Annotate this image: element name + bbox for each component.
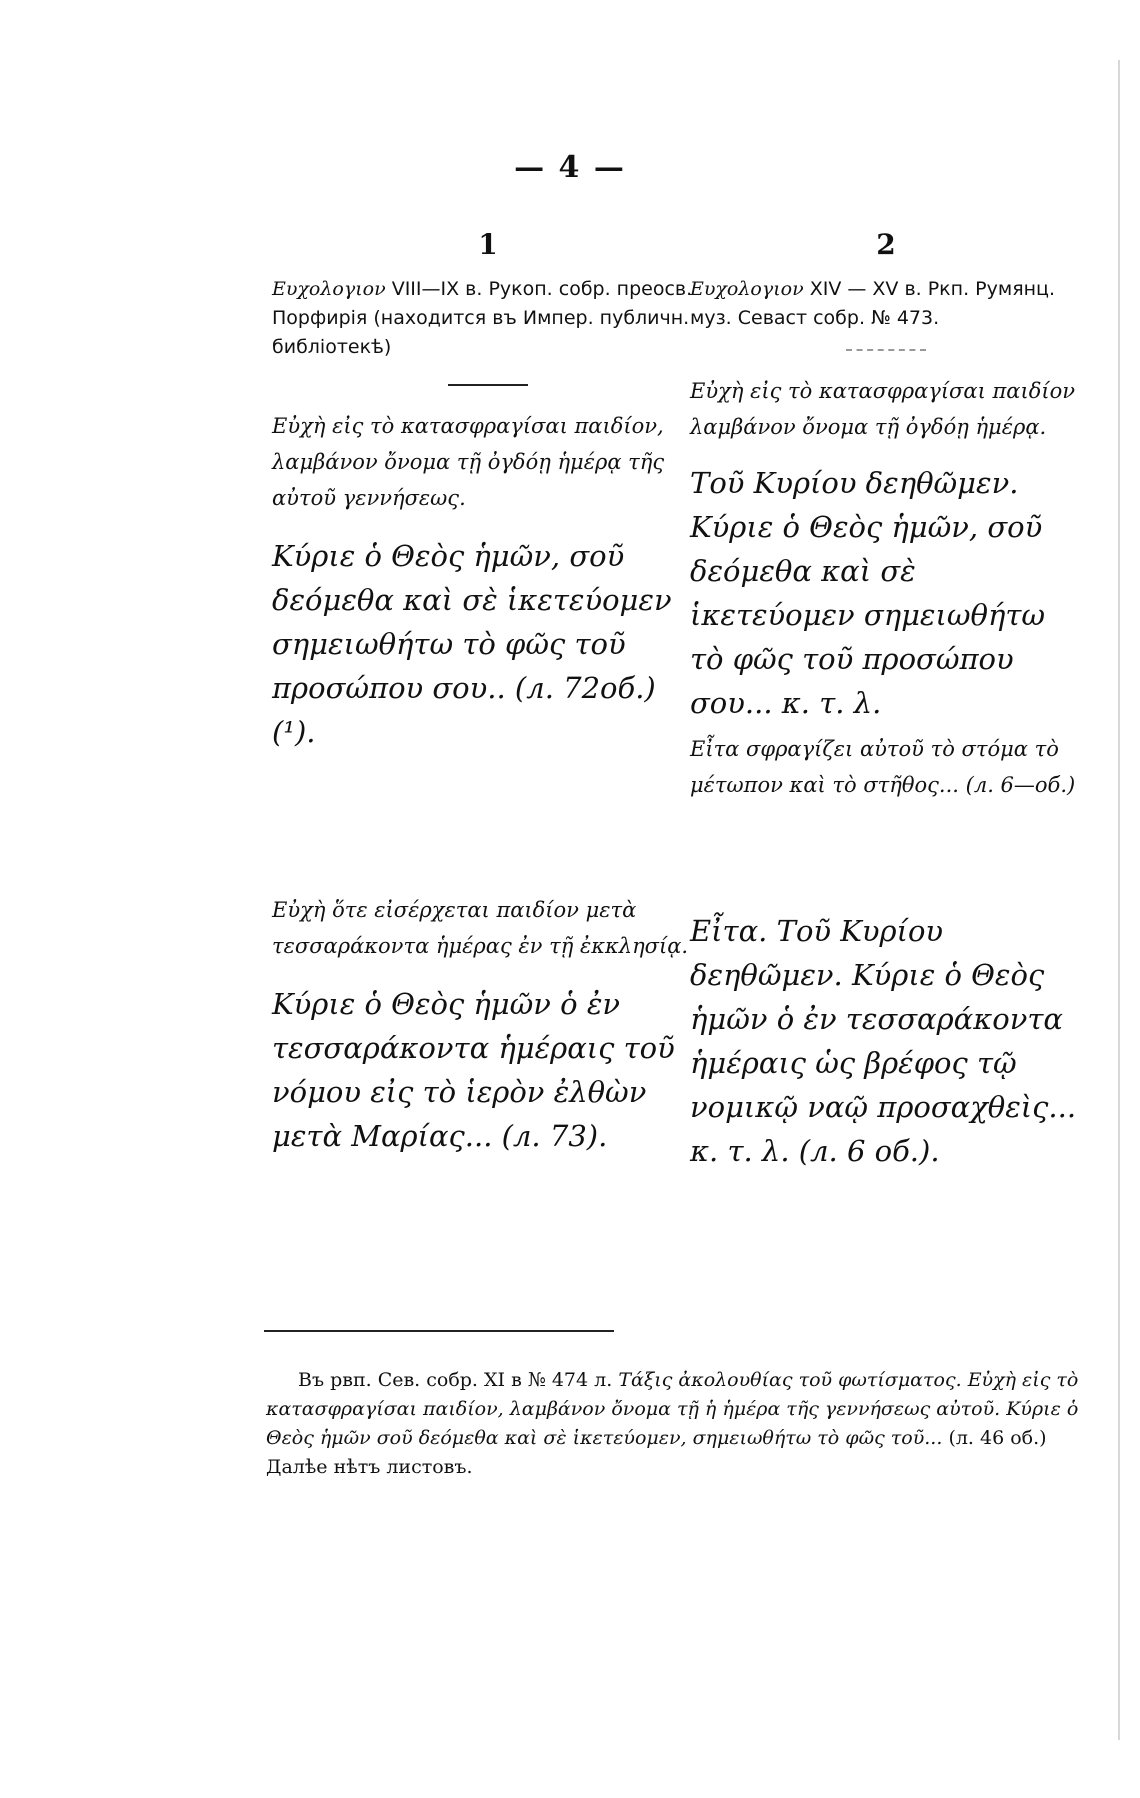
rubric-note bbox=[690, 731, 1082, 803]
source-description bbox=[690, 275, 1082, 333]
column-number: 2 bbox=[876, 228, 896, 261]
prayer-heading: Εὐχὴ εἰς τὸ κατασφραγίσαι παιδίον, λαμβάνον ὄνομα τῇ ὀγδόῃ ἡμέρᾳ τῆς αὐτοῦ γεννήσεως. bbox=[272, 414, 665, 510]
footnote-greek: Τάξις ἀκολουθίας τοῦ φωτίσματος. Εὐχὴ εἰς τὸ κατασφραγίσαι παιδίον, λαμβάνον ὄνομα τῇ ἡ ἡμέρα τῆς γεννήσεως αὐτοῦ. Κύριε ὁ Θεὸς ἡμῶν σοῦ δεόμεθα καὶ σὲ ἱκετεύομεν, σημειωθήτω τὸ φῶς τοῦ... bbox=[266, 1369, 1079, 1449]
prayer-text: Κύριε ὁ Θεὸς ἡμῶν ὁ ἐν τεσσαράκοντα ἡμέραις τοῦ νόμου εἰς τὸ ἱερὸν ἐλθὼν μετὰ Μαρίας... (л. 73). bbox=[272, 987, 675, 1153]
prayer-heading: Εὐχὴ ὅτε εἰσέρχεται παιδίον μετὰ τεσσαράκοντα ἡμέρας ἐν τῇ ἐκκλησίᾳ. bbox=[272, 898, 689, 958]
scan-margin-line bbox=[1118, 60, 1120, 1740]
footnote-tail: (л. 46 об.) Далѣе нѣтъ листовъ. bbox=[266, 1427, 1047, 1478]
prayer-text: Εἶτα. Τοῦ Κυρίου δεηθῶμεν. Κύριε ὁ Θεὸς ἡμῶν ὁ ἐν τεσσαράκοντα ἡμέραις ὡς βρέφος τῷ νομικῷ ναῷ προσαχθεὶς... κ. τ. λ. (л. 6 об.). bbox=[690, 914, 1077, 1168]
source-details: VIII—IX в. Рукоп. собр. преосв. Порфирія (находится въ Импер. публичн. библіотекѣ) bbox=[272, 278, 693, 358]
column-number: 1 bbox=[478, 228, 498, 261]
incipit-text: Τοῦ Κυρίου δεηθῶμεν. bbox=[690, 466, 1019, 500]
source-description bbox=[272, 275, 704, 362]
rubric-text: Εἶτα σφραγίζει αὐτοῦ τὸ στόμα τὸ μέτωπον καὶ τὸ στῆθος... (л. 6—об.) bbox=[690, 737, 1076, 797]
source-title: Ευχολογιον bbox=[272, 278, 386, 300]
divider bbox=[846, 349, 926, 351]
right-column bbox=[690, 228, 1082, 1173]
source-details: XIV — XV в. Ркп. Румянц. муз. Севаст собр. № 473. bbox=[690, 278, 1056, 329]
prayer-text: Κύριε ὁ Θεὸς ἡμῶν, σοῦ δεόμεθα καὶ σὲ ἱκετεύομεν σημειωθήτω τὸ φῶς τοῦ προσώπου σου... κ. τ. λ. bbox=[690, 510, 1046, 720]
prayer-text: Κύριε ὁ Θεὸς ἡμῶν, σοῦ δεόμεθα καὶ σὲ ἱκετεύομεν σημειωθήτω τὸ φῶς τοῦ προσώπου σου.. (л. 72об.) (¹). bbox=[272, 539, 672, 749]
prayer-heading: Εὐχὴ εἰς τὸ κατασφραγίσαι παιδίον λαμβάνον ὄνομα τῇ ὀγδόῃ ἡμέρᾳ. bbox=[690, 379, 1075, 439]
source-title: Ευχολογιον bbox=[690, 278, 804, 300]
left-column bbox=[272, 228, 704, 1158]
page-number: — 4 — bbox=[514, 150, 626, 185]
footnote-lead: Въ рвп. Сев. собр. XI в № 474 л. bbox=[298, 1369, 613, 1391]
footnote-rule bbox=[264, 1330, 614, 1332]
footnote bbox=[266, 1366, 1082, 1482]
divider bbox=[448, 384, 528, 386]
